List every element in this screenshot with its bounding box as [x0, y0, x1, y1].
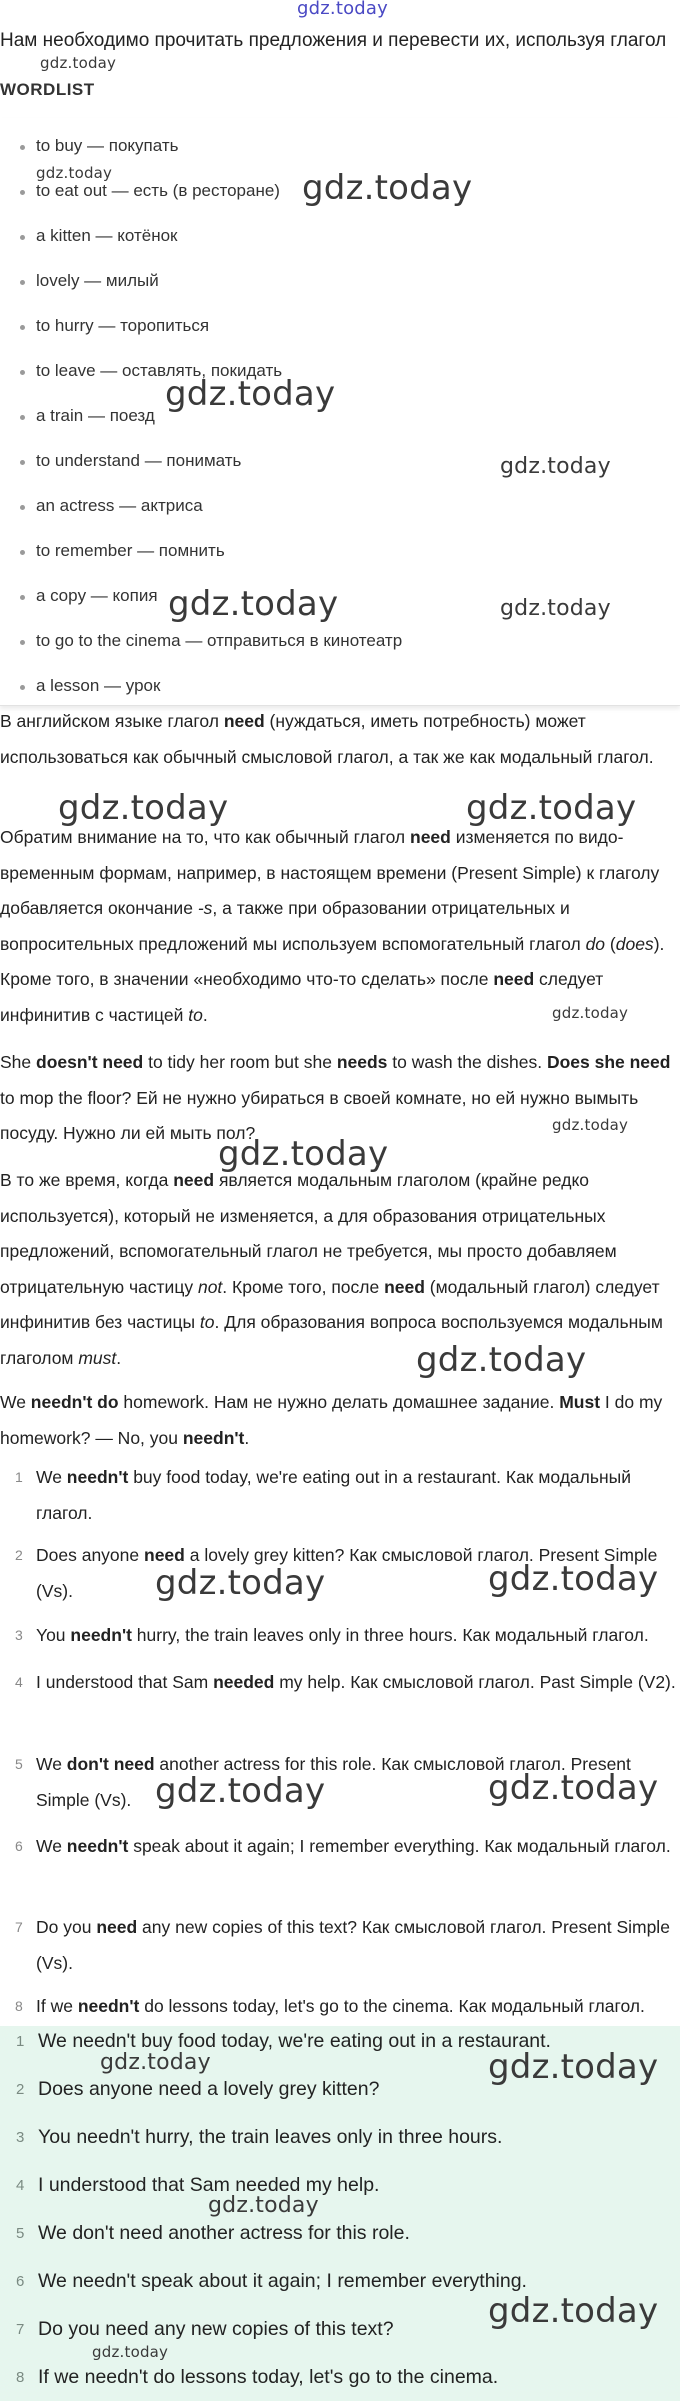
example-item: 7 Do you need any new copies of this text? Как смысловой глагол. Present Simple (Vs). — [15, 1917, 670, 1973]
watermark: gdz.today — [208, 2193, 319, 2218]
intro-text: Нам необходимо прочитать предложения и перевести их, используя глагол — [0, 30, 667, 51]
watermark: gdz.today — [165, 374, 336, 414]
wordlist-item: an actress — актриса — [36, 496, 203, 515]
watermark: gdz.today — [100, 2050, 211, 2075]
paragraph-2: Обратим внимание на то, что как обычный глагол need изменяется по видо-временным формам, например, в настоящем времени (Present Simple) к глаголу добавляется окончание -s, а также при образовании отрицательных и вопросительных предложений мы используем вспомогательный глагол do (does). Кроме того, в значении «необходимо что-то сделать» после need следует инфинитив с частицей to. — [0, 827, 665, 1025]
watermark: gdz.today — [500, 454, 611, 479]
watermark: gdz.today — [155, 1563, 326, 1603]
example-item: 6 We needn't speak about it again; I remember everything. Как модальный глагол. — [15, 1836, 671, 1856]
answer-item: 6 We needn't speak about it again; I remember everything. — [16, 2270, 527, 2292]
watermark: gdz.today — [488, 2047, 659, 2087]
watermark: gdz.today — [488, 1559, 659, 1599]
paragraph-3: She doesn't need to tidy her room but she needs to wash the dishes. Does she need to mop the floor? Ей не нужно убираться в своей комнате, но ей нужно вымыть посуду. Нужно ли ей мыть пол? — [0, 1052, 671, 1143]
watermark: gdz.today — [92, 2343, 169, 2361]
wordlist-item: to hurry — торопиться — [36, 316, 210, 335]
watermark: gdz.today — [58, 788, 229, 828]
answer-item: 1 We needn't buy food today, we're eating out in a restaurant. — [16, 2030, 551, 2052]
example-item: 8 If we needn't do lessons today, let's go to the cinema. Как модальный глагол. — [15, 1996, 645, 2016]
watermark-top: gdz.today — [297, 0, 389, 19]
answer-item: 2 Does anyone need a lovely grey kitten? — [16, 2078, 380, 2100]
watermark: gdz.today — [40, 54, 117, 72]
answer-item: 3 You needn't hurry, the train leaves only in three hours. — [16, 2126, 503, 2148]
watermark: gdz.today — [155, 1771, 326, 1811]
wordlist-item: to go to the cinema — отправиться в кинотеатр — [36, 631, 403, 650]
watermark: gdz.today — [302, 168, 473, 208]
example-item: 4 I understood that Sam needed my help. Как смысловой глагол. Past Simple (V2). — [15, 1672, 676, 1692]
answer-item: 7 Do you need any new copies of this text? — [16, 2318, 394, 2340]
answer-item: 8 If we needn't do lessons today, let's go to the cinema. — [16, 2366, 499, 2388]
wordlist-item: to leave — оставлять, покидать — [36, 361, 283, 380]
watermark: gdz.today — [466, 788, 637, 828]
paragraph-5: We needn't do homework. Нам не нужно делать домашнее задание. Must I do my homework? — No, you needn't. — [0, 1392, 663, 1448]
wordlist-item: to remember — помнить — [36, 541, 225, 560]
example-item: 5 We don't need another actress for this role. Как смысловой глагол. Present Simple (Vs). — [15, 1754, 631, 1810]
wordlist-item: lovely — милый — [36, 271, 159, 290]
answer-item: 5 We don't need another actress for this role. — [16, 2222, 410, 2244]
paragraph-1: В английском языке глагол need (нуждаться, иметь потребность) может использоваться как обычный смысловой глагол, а так же как модальный глагол. — [0, 711, 654, 767]
example-item: 2 Does anyone need a lovely grey kitten? Как смысловой глагол. Present Simple (Vs). — [15, 1545, 658, 1601]
answer-item: 4 I understood that Sam needed my help. — [16, 2174, 380, 2196]
watermark: gdz.today — [500, 596, 611, 621]
wordlist-item: a copy — копия — [36, 586, 158, 605]
watermark: gdz.today — [416, 1340, 587, 1380]
wordlist-title: WORDLIST — [0, 80, 95, 99]
example-item: 1 We needn't buy food today, we're eating out in a restaurant. Как модальный глагол. — [15, 1467, 632, 1523]
watermark: gdz.today — [168, 584, 339, 624]
watermark: gdz.today — [552, 1116, 629, 1134]
watermark: gdz.today — [552, 1004, 629, 1022]
wordlist-item: a train — поезд — [36, 406, 155, 425]
watermark: gdz.today — [488, 2291, 659, 2331]
watermark: gdz.today — [36, 164, 113, 182]
wordlist-item: to eat out — есть (в ресторане) — [36, 181, 280, 200]
paragraph-4: В то же время, когда need является модальным глаголом (крайне редко используется), который не изменяется, а для образования отрицательных предложений, вспомогательный глагол не требуется, мы просто добавляем отрицательную частицу not. Кроме того, после need (модальный глагол) следует инфинитив без частицы to. Для образования вопроса воспользуемся модальным глаголом must. — [0, 1170, 663, 1368]
wordlist-item: to buy — покупать — [36, 136, 179, 155]
wordlist-item: a lesson — урок — [36, 676, 161, 695]
watermark: gdz.today — [218, 1134, 389, 1174]
example-item: 3 You needn't hurry, the train leaves only in three hours. Как модальный глагол. — [15, 1625, 649, 1645]
wordlist-item: to understand — понимать — [36, 451, 242, 470]
wordlist-item: a kitten — котёнок — [36, 226, 178, 245]
watermark: gdz.today — [488, 1768, 659, 1808]
